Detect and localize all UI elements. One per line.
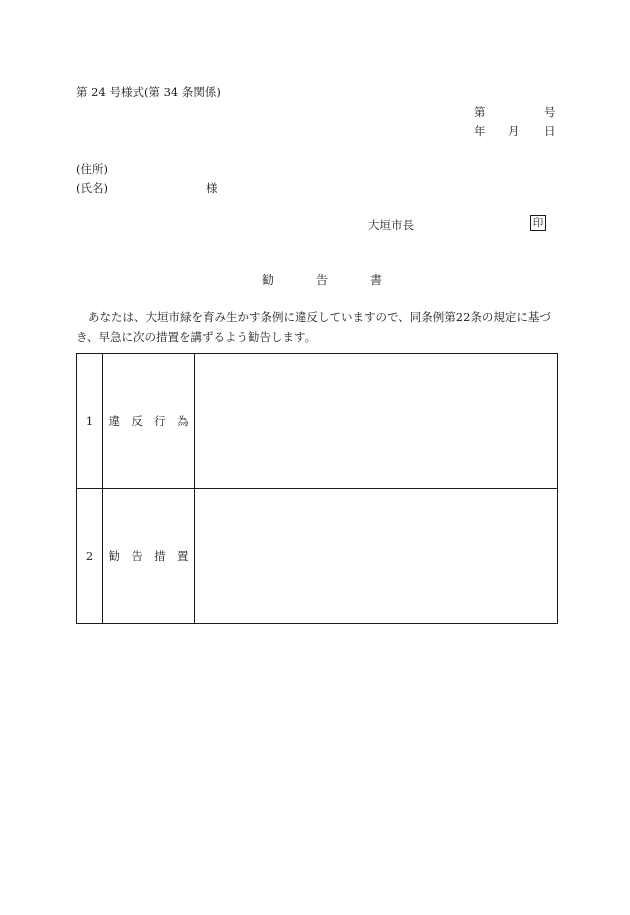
document-title [262, 271, 382, 288]
recommendation-table [76, 353, 558, 624]
document-title-char: 告 [315, 273, 328, 287]
item-label-char: 勧 [108, 549, 120, 563]
document-title-char: 書 [369, 273, 382, 287]
form-number: 第 24 号様式(第 34 条関係) [76, 85, 221, 99]
item-label-char: 為 [176, 414, 189, 428]
item-label-char: 違 [108, 414, 120, 428]
item-label-char: 反 [131, 414, 143, 428]
document-number-suffix: 号 [544, 105, 556, 119]
date-year-label: 年 [474, 124, 486, 138]
table-row [77, 354, 558, 489]
recipient-name-label: (氏名) [76, 181, 108, 195]
date-month-label: 月 [508, 124, 520, 138]
document-number-label: 第 [474, 105, 486, 119]
recipient-address-label: (住所) [76, 162, 108, 176]
row-number: 2 [77, 489, 103, 624]
item-label-char: 措 [154, 549, 166, 563]
date-day-label: 日 [544, 124, 556, 138]
seal-mark: 印 [530, 215, 546, 231]
violation-content-cell [195, 354, 558, 489]
measures-content-cell [195, 489, 558, 624]
issuer-title: 大垣市長 [368, 218, 414, 232]
item-label-char: 置 [176, 549, 189, 563]
document-title-char: 勧 [262, 273, 275, 287]
recommendation-body-text: あなたは、大垣市緑を育み生かす条例に違反していますので、同条例第22条の規定に基づき、早急に次の措置を講ずるよう勧告します。 [76, 310, 551, 344]
table-row [77, 489, 558, 624]
row-item-label [103, 354, 195, 489]
row-number: 1 [77, 354, 103, 489]
item-label-char: 告 [131, 549, 143, 563]
row-item-label [103, 489, 195, 624]
recipient-honorific: 様 [206, 181, 218, 195]
item-label-char: 行 [154, 414, 166, 428]
